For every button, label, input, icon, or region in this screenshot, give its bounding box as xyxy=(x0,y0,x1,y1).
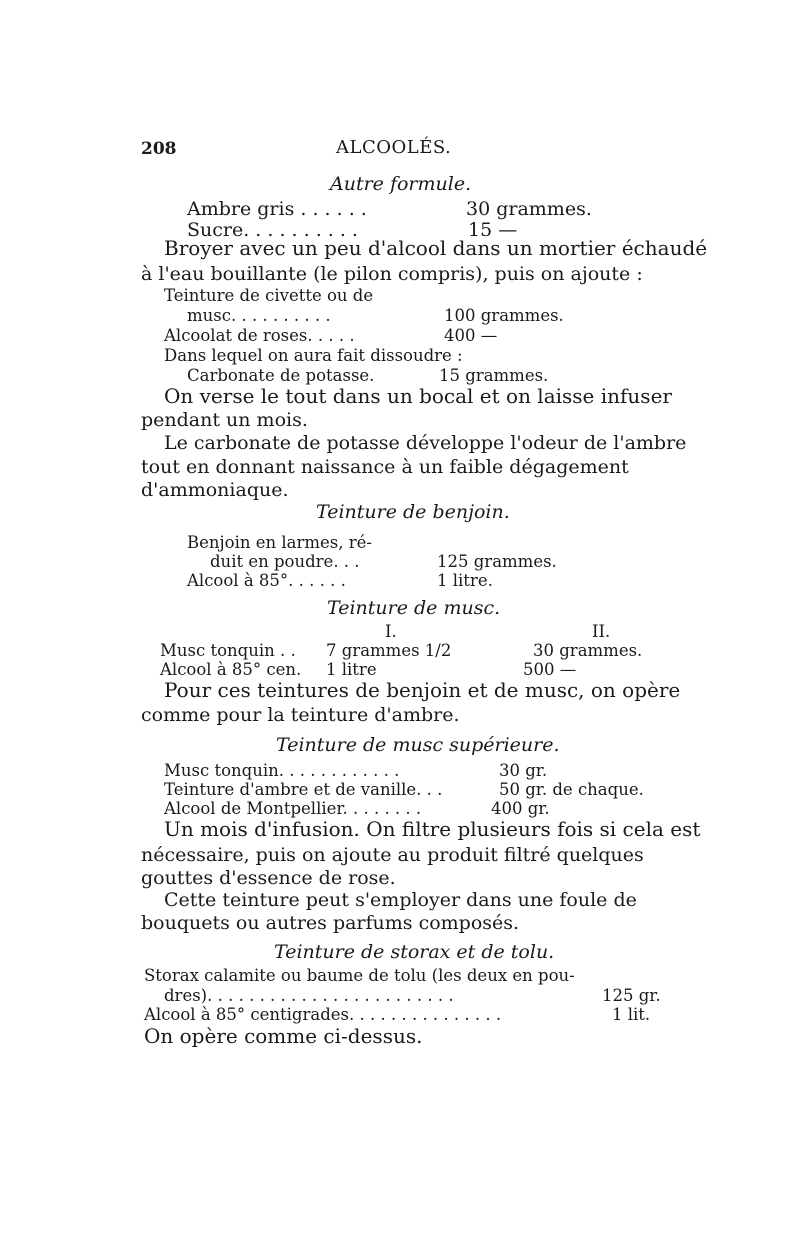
ingredient-name: Alcool à 85° centigrades. . . . . . . . . . . . . . . xyxy=(144,1005,502,1024)
ingredient-name: Teinture de civette ou de xyxy=(164,286,374,305)
paragraph-line: à l'eau bouillante (le pilon compris), puis on ajoute : xyxy=(141,263,643,285)
ingredient-quantity: 125 grammes. xyxy=(437,552,557,571)
column-heading: I. xyxy=(385,622,397,641)
paragraph-line: Pour ces teintures de benjoin et de musc, on opère xyxy=(164,678,681,702)
section-title-benjoin: Teinture de benjoin. xyxy=(316,501,510,523)
ingredient-name: Ambre gris . . . . . . xyxy=(187,198,367,220)
section-title-musc-superieure: Teinture de musc supérieure. xyxy=(276,734,560,756)
ingredient-name: Carbonate de potasse. xyxy=(187,366,375,385)
ingredient-quantity: 400 — xyxy=(444,326,498,345)
section-title-storax-tolu: Teinture de storax et de tolu. xyxy=(274,941,555,963)
ingredient-quantity: 50 gr. de chaque. xyxy=(499,780,644,799)
ingredient-quantity: 15 grammes. xyxy=(439,366,549,385)
ingredient-quantity: 30 grammes. xyxy=(466,198,592,220)
ingredient-quantity: 30 gr. xyxy=(499,761,548,780)
paragraph-line: d'ammoniaque. xyxy=(141,479,289,501)
paragraph-line: Un mois d'infusion. On filtre plusieurs fois si cela est xyxy=(164,817,701,841)
paragraph-line: pendant un mois. xyxy=(141,409,308,431)
paragraph-line: comme pour la teinture d'ambre. xyxy=(141,704,460,726)
paragraph-line: On opère comme ci-dessus. xyxy=(144,1024,423,1048)
paragraph-line: tout en donnant naissance à un faible dégagement xyxy=(141,456,629,478)
ingredient-quantity: 30 grammes. xyxy=(533,641,643,660)
ingredient-name: dres). . . . . . . . . . . . . . . . . . . . . . . . xyxy=(164,986,454,1005)
ingredient-name: Alcool à 85° cen. xyxy=(160,660,302,679)
ingredient-quantity: 1 litre xyxy=(326,660,377,679)
ingredient-name: duit en poudre. . . xyxy=(210,552,360,571)
paragraph-line: Cette teinture peut s'employer dans une foule de xyxy=(164,889,637,911)
column-heading: II. xyxy=(592,622,611,641)
ingredient-quantity: 100 grammes. xyxy=(444,306,564,325)
paragraph-line: gouttes d'essence de rose. xyxy=(141,867,396,889)
section-title-autre-formule: Autre formule. xyxy=(330,173,472,195)
ingredient-name: Alcoolat de roses. . . . . xyxy=(164,326,355,345)
ingredient-name: musc. . . . . . . . . . xyxy=(187,306,331,325)
ingredient-quantity: 500 — xyxy=(523,660,577,679)
section-title-musc: Teinture de musc. xyxy=(327,597,501,619)
ingredient-quantity: 7 grammes 1/2 xyxy=(326,641,452,660)
paragraph-line: bouquets ou autres parfums composés. xyxy=(141,912,520,934)
paragraph-line: Broyer avec un peu d'alcool dans un mortier échaudé xyxy=(164,236,708,260)
ingredient-name: Musc tonquin. . . . . . . . . . . . xyxy=(164,761,400,780)
running-title: ALCOOLÉS. xyxy=(336,137,452,158)
ingredient-quantity: 400 gr. xyxy=(491,799,550,818)
ingredient-quantity: 125 gr. xyxy=(602,986,661,1005)
ingredient-name: Alcool à 85°. . . . . . xyxy=(187,571,346,590)
ingredient-quantity: 1 litre. xyxy=(437,571,493,590)
ingredient-quantity: 15 — xyxy=(468,219,518,241)
paragraph-line: On verse le tout dans un bocal et on laisse infuser xyxy=(164,384,672,408)
ingredient-name: Musc tonquin . . xyxy=(160,641,296,660)
ingredient-name: Alcool de Montpellier. . . . . . . . xyxy=(164,799,422,818)
ingredient-name: Benjoin en larmes, ré- xyxy=(187,533,372,552)
page-number: 208 xyxy=(141,139,177,159)
ingredient-name: Teinture d'ambre et de vanille. . . xyxy=(164,780,443,799)
note-line: Dans lequel on aura fait dissoudre : xyxy=(164,346,463,365)
ingredient-quantity: 1 lit. xyxy=(612,1005,651,1024)
paragraph-line: nécessaire, puis on ajoute au produit filtré quelques xyxy=(141,844,644,866)
ingredient-name: Storax calamite ou baume de tolu (les deux en pou- xyxy=(144,966,575,985)
paragraph-line: Le carbonate de potasse développe l'odeur de l'ambre xyxy=(164,432,687,454)
ingredient-name: Sucre. . . . . . . . . . xyxy=(187,219,358,241)
